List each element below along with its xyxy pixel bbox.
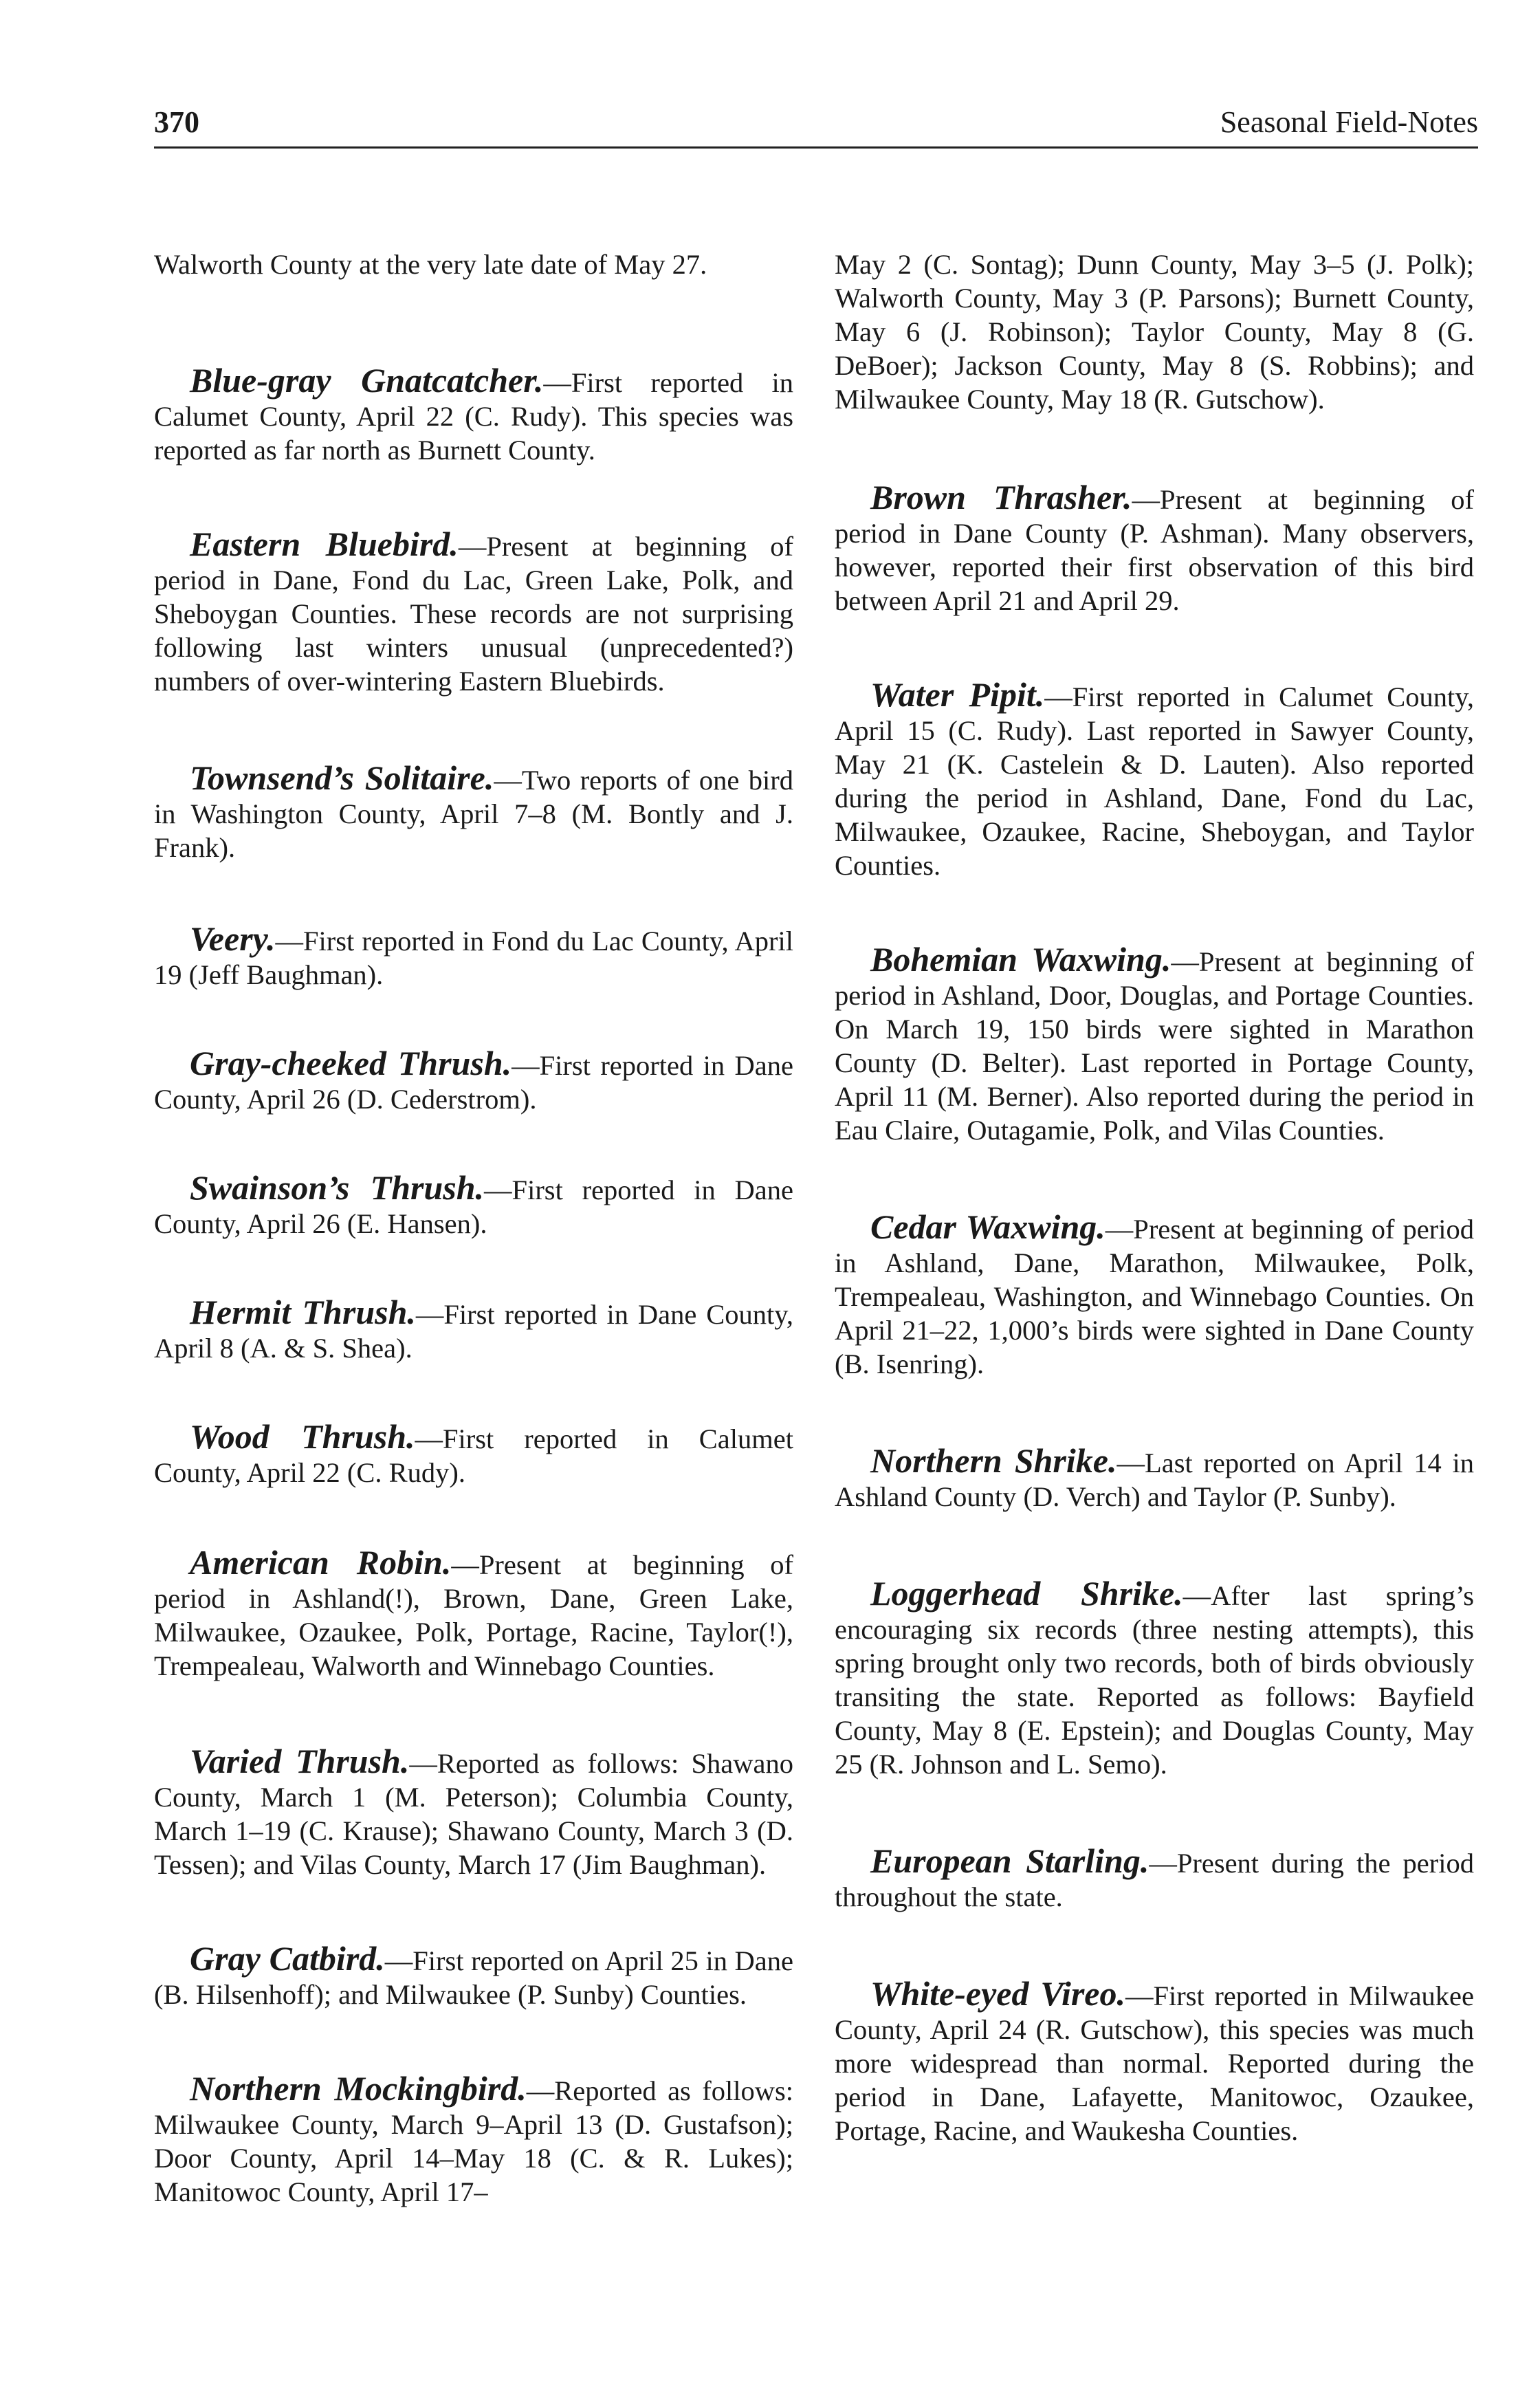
right-column bbox=[835, 248, 1474, 2148]
species-entry bbox=[154, 1939, 793, 2011]
species-entry bbox=[154, 919, 793, 992]
page-header bbox=[154, 103, 1478, 149]
species-name: Northern Mockingbird. bbox=[190, 2069, 527, 2108]
species-entry bbox=[154, 361, 793, 467]
species-entry bbox=[835, 478, 1474, 618]
species-name: Veery. bbox=[190, 919, 276, 958]
entry-text: —First reported in Calumet County, April 15 (C. Rudy). Last reported in Sawyer County, May 21 (K. Castelein & D. Lauten). Also reported during the period in Ashland, Dane, Fond du Lac, Milwaukee, Ozaukee, Racine, Sheboygan, and Taylor Counties. bbox=[835, 681, 1474, 881]
species-name: Gray Catbird. bbox=[190, 1939, 385, 1978]
species-entry bbox=[835, 675, 1474, 882]
species-name: Northern Shrike. bbox=[870, 1441, 1117, 1480]
species-entry bbox=[154, 1293, 793, 1365]
species-entry bbox=[154, 527, 793, 698]
species-name: White-eyed Vireo. bbox=[870, 1974, 1126, 2013]
entry-text: —First reported in Fond du Lac County, April 19 (Jeff Baughman). bbox=[154, 926, 793, 990]
running-title: Seasonal Field-Notes bbox=[1220, 105, 1478, 139]
entry-text: —Two reports of one bird in Washington County, April 7–8 (M. Bontly and J. Frank). bbox=[154, 765, 793, 863]
species-name: Loggerhead Shrike. bbox=[870, 1574, 1183, 1613]
entry-text: —First reported in Dane County, April 8 (A. & S. Shea). bbox=[154, 1299, 793, 1364]
entry-text: —Reported as follows: Milwaukee County, March 9–April 13 (D. Gustafson); Door County, April 14–May 18 (C. & R. Lukes); Manitowoc County, April 17– bbox=[154, 2075, 793, 2207]
species-name: Bohemian Waxwing. bbox=[870, 940, 1172, 979]
species-name: European Starling. bbox=[870, 1842, 1150, 1880]
species-name: Wood Thrush. bbox=[190, 1417, 415, 1456]
species-name: Water Pipit. bbox=[870, 675, 1045, 714]
entry-text: —Last reported on April 14 in Ashland County (D. Verch) and Taylor (P. Sunby). bbox=[835, 1447, 1474, 1512]
species-entry bbox=[835, 248, 1474, 416]
entry-text: —Present at beginning of period in Dane, Fond du Lac, Green Lake, Polk, and Sheboygan Counties. These records are not surprising following last winters unusual (unprecedented?) numbers of over-wintering Eastern Bluebirds. bbox=[154, 531, 794, 697]
species-entry bbox=[835, 1974, 1474, 2148]
species-entry bbox=[835, 1844, 1474, 1914]
species-entry bbox=[154, 248, 793, 281]
species-entry bbox=[154, 1417, 793, 1489]
entry-text: May 2 (C. Sontag); Dunn County, May 3–5 (J. Polk); Walworth County, May 3 (P. Parsons); Burnett County, May 6 (J. Robinson); Taylor County, May 8 (G. DeBoer); Jackson County, May 8 (S. Robbins); and Milwaukee County, May 18 (R. Gutschow). bbox=[835, 249, 1474, 415]
entry-text: —First reported on April 25 in Dane (B. Hilsenhoff); and Milwaukee (P. Sunby) Counties. bbox=[154, 1945, 793, 2010]
entry-text: —First reported in Calumet County, April 22 (C. Rudy). This species was reported as far north as Burnett County. bbox=[154, 367, 793, 466]
entry-text: —Present at beginning of period in Ashland, Dane, Marathon, Milwaukee, Polk, Trempealeau, Washington, and Winnebago Counties. On April 21–22, 1,000’s birds were sighted in Dane County (B. Isenring). bbox=[835, 1214, 1474, 1379]
species-name: Gray-cheeked Thrush. bbox=[190, 1044, 512, 1082]
entry-text: —Present during the period throughout the state. bbox=[835, 1848, 1474, 1912]
entry-text: —First reported in Calumet County, April 22 (C. Rudy). bbox=[154, 1423, 793, 1488]
left-column bbox=[154, 248, 793, 2209]
entry-text: —Present at beginning of period in Ashland(!), Brown, Dane, Green Lake, Milwaukee, Ozaukee, Polk, Portage, Racine, Taylor(!), Trempealeau, Walworth and Winnebago Counties. bbox=[154, 1549, 793, 1681]
species-name: Blue-gray Gnatcatcher. bbox=[190, 361, 544, 400]
species-entry bbox=[835, 940, 1475, 1147]
species-entry bbox=[835, 1574, 1474, 1781]
species-entry bbox=[154, 1044, 793, 1116]
entry-text: —Present at beginning of period in Ashland, Door, Douglas, and Portage Counties. On March 19, 150 birds were sighted in Marathon County (D. Belter). Last reported in Portage County, April 11 (M. Berner). Also reported during the period in Eau Claire, Outagamie, Polk, and Vilas Counties. bbox=[835, 946, 1475, 1146]
page-number: 370 bbox=[154, 105, 199, 139]
species-entry bbox=[154, 1168, 793, 1241]
species-entry bbox=[154, 1543, 793, 1683]
entry-text: —First reported in Dane County, April 26 (E. Hansen). bbox=[154, 1174, 793, 1239]
species-entry bbox=[154, 1742, 794, 1881]
species-name: Cedar Waxwing. bbox=[870, 1208, 1106, 1246]
species-name: Swainson’s Thrush. bbox=[190, 1168, 485, 1207]
species-name: Brown Thrasher. bbox=[870, 478, 1132, 516]
species-entry bbox=[835, 1210, 1474, 1381]
species-name: Townsend’s Solitaire. bbox=[190, 758, 494, 797]
species-entry bbox=[154, 2069, 793, 2209]
entry-text: —First reported in Milwaukee County, April 24 (R. Gutschow), this species was much more widespread than normal. Reported during the period in Dane, Lafayette, Manitowoc, Ozaukee, Portage, Racine, and Waukesha Counties. bbox=[835, 1980, 1474, 2146]
species-name: Eastern Bluebird. bbox=[190, 525, 459, 563]
species-entry bbox=[154, 758, 793, 864]
entry-text: —First reported in Dane County, April 26 (D. Cederstrom). bbox=[154, 1050, 793, 1115]
species-entry bbox=[835, 1441, 1474, 1514]
entry-text: —After last spring’s encouraging six records (three nesting attempts), this spring brought only two records, both of birds obviously transiting the state. Reported as follows: Bayfield County, May 8 (E. Epstein); and Douglas County, May 25 (R. Johnson and L. Semo). bbox=[835, 1580, 1474, 1780]
entry-text: Walworth County at the very late date of May 27. bbox=[154, 249, 707, 280]
entry-text: —Present at beginning of period in Dane County (P. Ashman). Many observers, however, reported their first observation of this bird between April 21 and April 29. bbox=[835, 484, 1474, 616]
entry-text: —Reported as follows: Shawano County, March 1 (M. Peterson); Columbia County, March 1–19 (C. Krause); Shawano County, March 3 (D. Tessen); and Vilas County, March 17 (Jim Baughman). bbox=[154, 1748, 794, 1880]
species-name: Hermit Thrush. bbox=[190, 1293, 416, 1331]
species-name: Varied Thrush. bbox=[190, 1742, 410, 1780]
species-name: American Robin. bbox=[190, 1543, 452, 1582]
